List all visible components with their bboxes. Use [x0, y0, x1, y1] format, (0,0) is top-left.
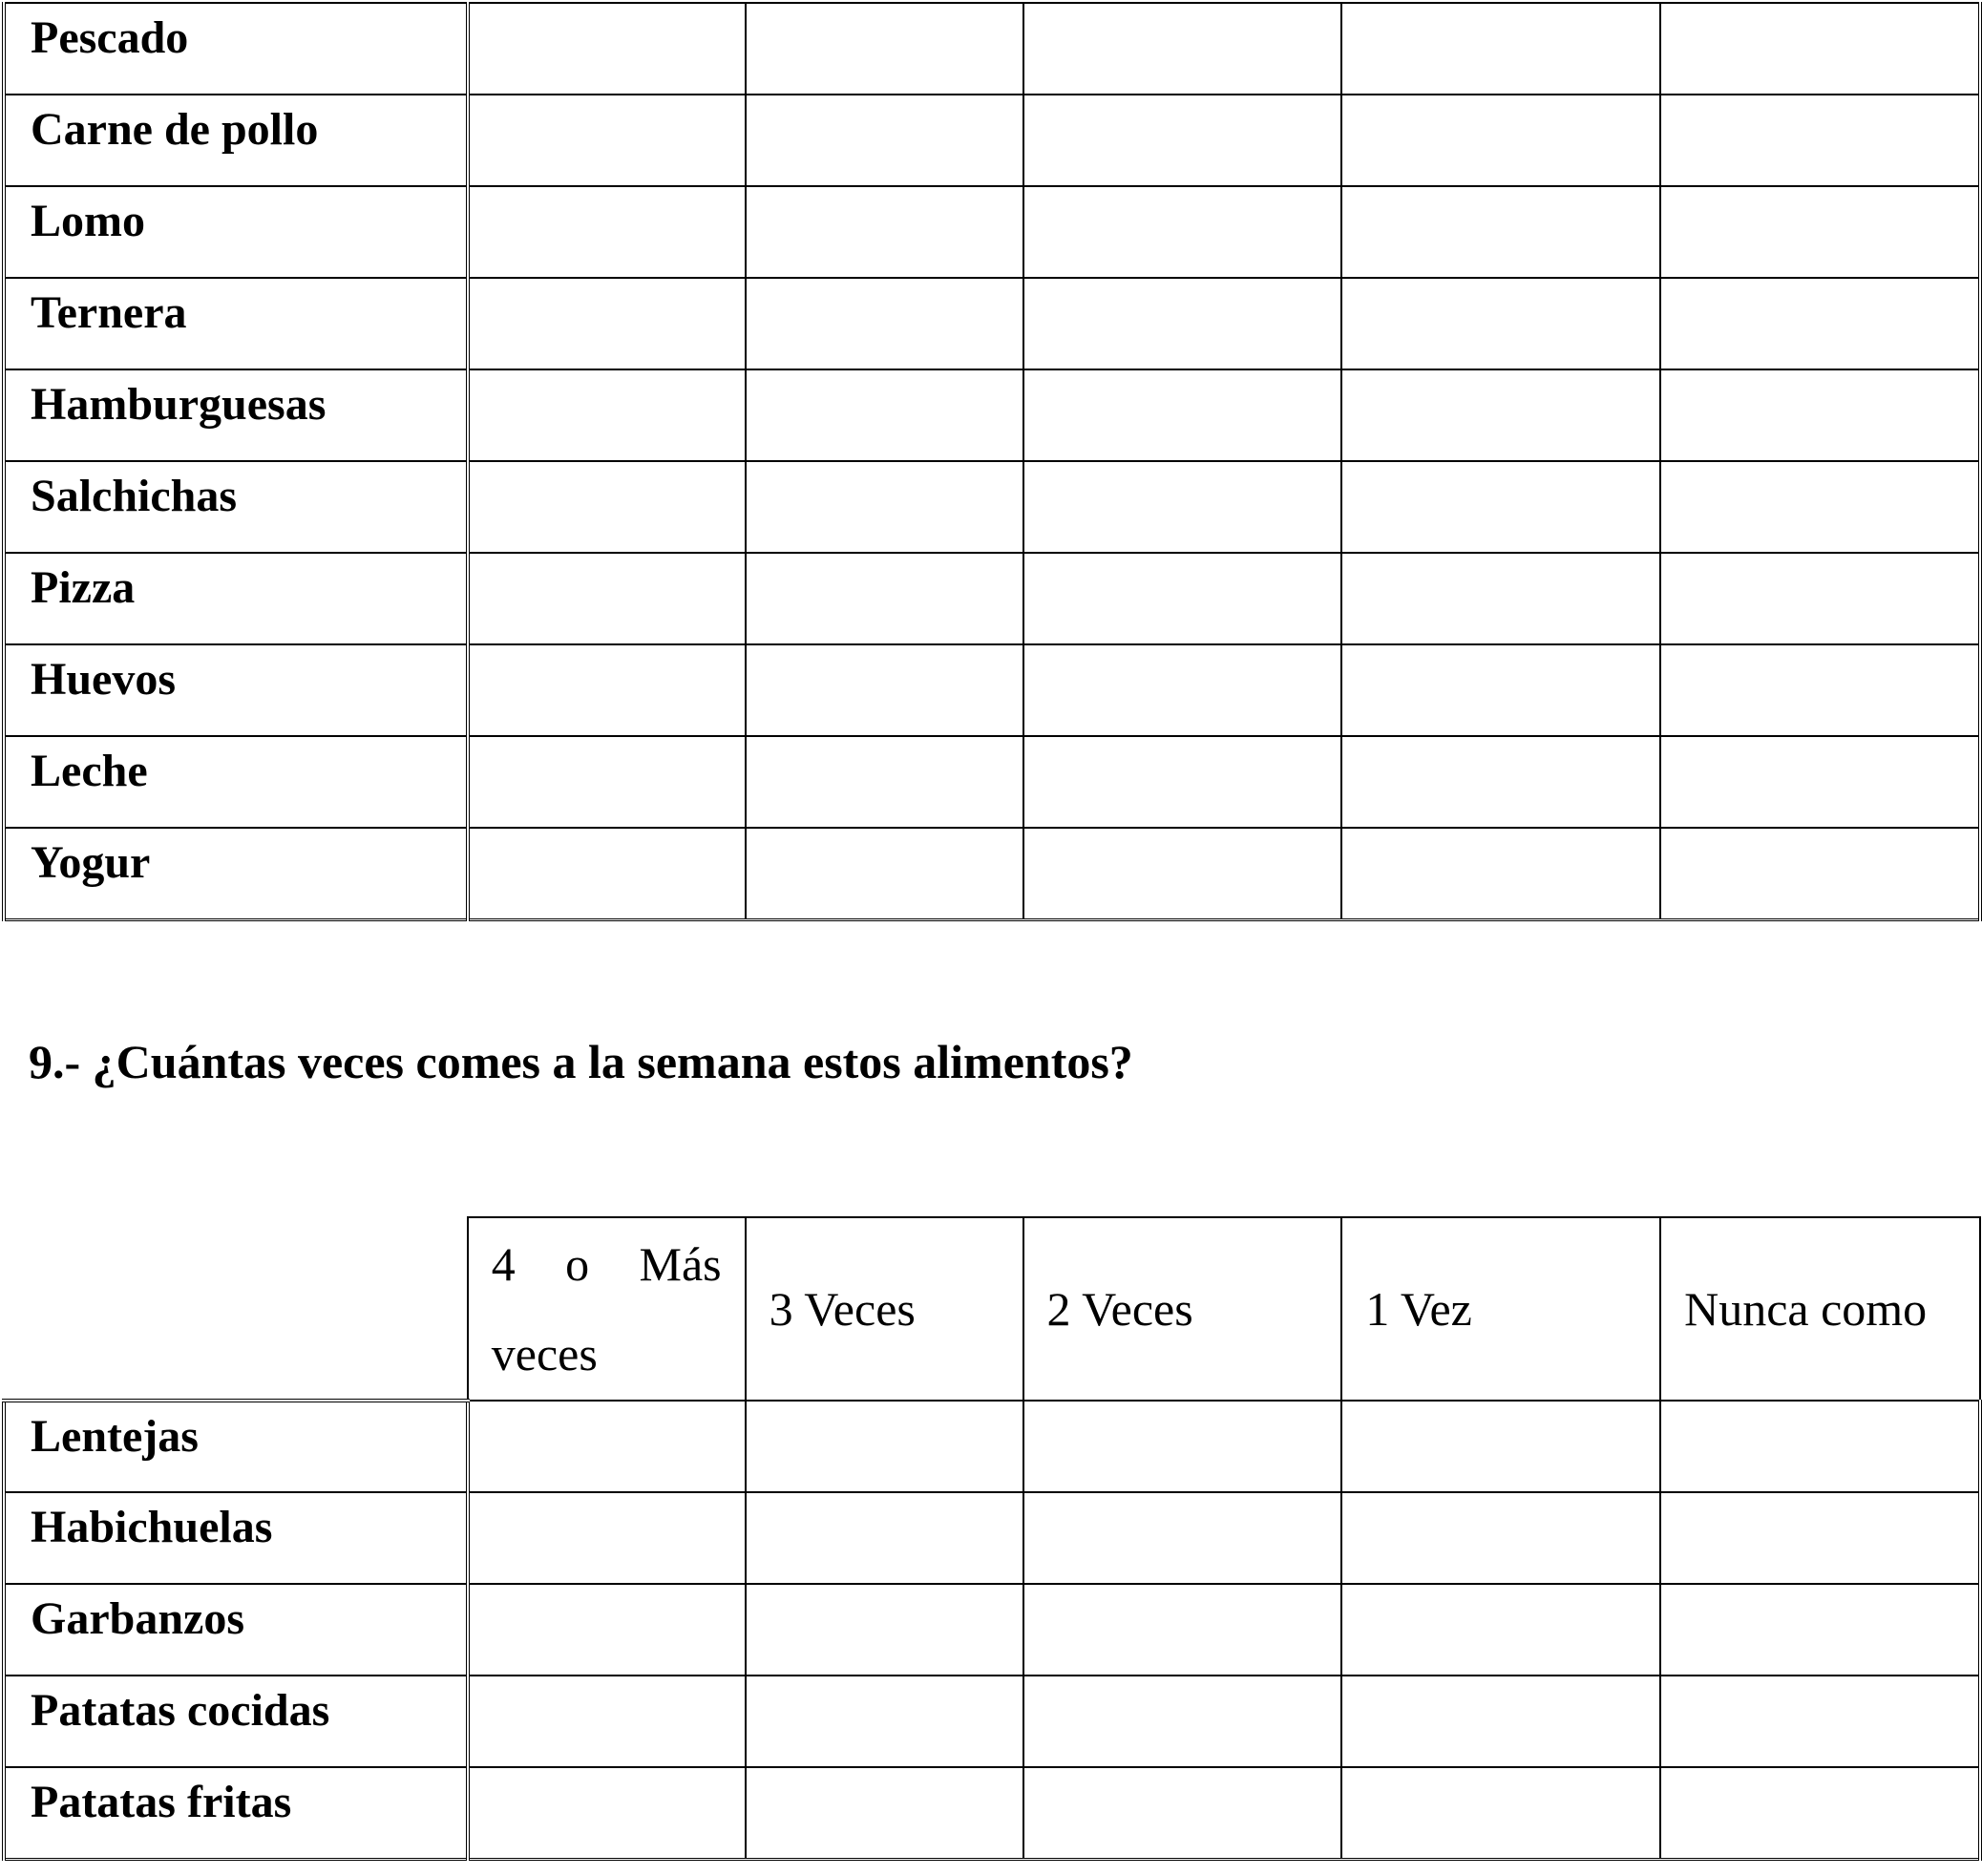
- header-row: [4, 1217, 1980, 1401]
- answer-cell[interactable]: [468, 369, 746, 461]
- answer-cell[interactable]: [1660, 369, 1980, 461]
- answer-cell[interactable]: [468, 828, 746, 920]
- answer-cell[interactable]: [468, 1676, 746, 1767]
- answer-cell[interactable]: [1023, 278, 1342, 369]
- answer-cell[interactable]: [1023, 1767, 1342, 1860]
- food-label: Yogur: [4, 828, 468, 920]
- answer-cell[interactable]: [1341, 553, 1660, 644]
- table-row: [4, 1584, 1980, 1676]
- food-label: Pizza: [4, 553, 468, 644]
- food-label: Patatas fritas: [4, 1767, 468, 1860]
- answer-cell[interactable]: [468, 1492, 746, 1584]
- table-row: [4, 1767, 1980, 1860]
- answer-cell[interactable]: [1660, 186, 1980, 278]
- table-row: [4, 1401, 1980, 1492]
- answer-cell[interactable]: [1660, 1767, 1980, 1860]
- table-row: [4, 1676, 1980, 1767]
- answer-cell[interactable]: [1341, 95, 1660, 186]
- food-label: Garbanzos: [4, 1584, 468, 1676]
- header-4-or-more: 4 o Más veces: [468, 1217, 746, 1401]
- food-label: Ternera: [4, 278, 468, 369]
- answer-cell[interactable]: [468, 1584, 746, 1676]
- answer-cell[interactable]: [1023, 736, 1342, 828]
- answer-cell[interactable]: [1023, 369, 1342, 461]
- food-label: Patatas cocidas: [4, 1676, 468, 1767]
- food-label: Huevos: [4, 644, 468, 736]
- answer-cell[interactable]: [1023, 461, 1342, 553]
- answer-cell[interactable]: [1341, 644, 1660, 736]
- answer-cell[interactable]: [468, 1401, 746, 1492]
- answer-cell[interactable]: [1660, 553, 1980, 644]
- food-label: Habichuelas: [4, 1492, 468, 1584]
- answer-cell[interactable]: [1660, 1492, 1980, 1584]
- answer-cell[interactable]: [1023, 1584, 1342, 1676]
- answer-cell[interactable]: [1660, 736, 1980, 828]
- header-corner: [4, 1217, 468, 1401]
- answer-cell[interactable]: [468, 278, 746, 369]
- table-row: [4, 553, 1980, 644]
- answer-cell[interactable]: [468, 1767, 746, 1860]
- food-label: Salchichas: [4, 461, 468, 553]
- answer-cell[interactable]: [746, 1676, 1023, 1767]
- answer-cell[interactable]: [468, 461, 746, 553]
- table-row: [4, 461, 1980, 553]
- food-label: Pescado: [4, 3, 468, 95]
- answer-cell[interactable]: [1023, 553, 1342, 644]
- table-row: [4, 278, 1980, 369]
- answer-cell[interactable]: [1341, 1676, 1660, 1767]
- answer-cell[interactable]: [468, 95, 746, 186]
- answer-cell[interactable]: [468, 644, 746, 736]
- answer-cell[interactable]: [1341, 736, 1660, 828]
- answer-cell[interactable]: [1660, 95, 1980, 186]
- answer-cell[interactable]: [746, 736, 1023, 828]
- answer-cell[interactable]: [746, 95, 1023, 186]
- answer-cell[interactable]: [746, 278, 1023, 369]
- answer-cell[interactable]: [1341, 278, 1660, 369]
- answer-cell[interactable]: [468, 3, 746, 95]
- header-2-times: 2 Veces: [1023, 1217, 1342, 1401]
- food-label: Carne de pollo: [4, 95, 468, 186]
- header-never: Nunca como: [1660, 1217, 1980, 1401]
- answer-cell[interactable]: [1660, 644, 1980, 736]
- header-1-time: 1 Vez: [1341, 1217, 1660, 1401]
- answer-cell[interactable]: [1341, 461, 1660, 553]
- answer-cell[interactable]: [746, 828, 1023, 920]
- header-3-times: 3 Veces: [746, 1217, 1023, 1401]
- answer-cell[interactable]: [1023, 828, 1342, 920]
- answer-cell[interactable]: [1341, 1401, 1660, 1492]
- food-label: Leche: [4, 736, 468, 828]
- answer-cell[interactable]: [1023, 95, 1342, 186]
- answer-cell[interactable]: [746, 644, 1023, 736]
- answer-cell[interactable]: [1660, 3, 1980, 95]
- food-frequency-table-bottom: [2, 1216, 1982, 1861]
- food-label: Lomo: [4, 186, 468, 278]
- answer-cell[interactable]: [1341, 1767, 1660, 1860]
- answer-cell[interactable]: [1660, 1401, 1980, 1492]
- answer-cell[interactable]: [1660, 1676, 1980, 1767]
- table-row: [4, 644, 1980, 736]
- answer-cell[interactable]: [1660, 828, 1980, 920]
- answer-cell[interactable]: [1023, 1401, 1342, 1492]
- answer-cell[interactable]: [746, 1584, 1023, 1676]
- question-title: 9.- ¿Cuántas veces comes a la semana estos alimentos?: [29, 1035, 1133, 1088]
- answer-cell[interactable]: [1023, 3, 1342, 95]
- answer-cell[interactable]: [1023, 644, 1342, 736]
- answer-cell[interactable]: [746, 1767, 1023, 1860]
- answer-cell[interactable]: [468, 553, 746, 644]
- answer-cell[interactable]: [746, 1401, 1023, 1492]
- table-row: [4, 736, 1980, 828]
- table-row: [4, 369, 1980, 461]
- answer-cell[interactable]: [1341, 3, 1660, 95]
- food-label: Lentejas: [4, 1401, 468, 1492]
- answer-cell[interactable]: [1023, 1676, 1342, 1767]
- table-row: [4, 828, 1980, 920]
- answer-cell[interactable]: [1023, 186, 1342, 278]
- answer-cell[interactable]: [1341, 186, 1660, 278]
- answer-cell[interactable]: [468, 186, 746, 278]
- answer-cell[interactable]: [468, 736, 746, 828]
- table-row: [4, 3, 1980, 95]
- table-row: [4, 186, 1980, 278]
- answer-cell[interactable]: [1660, 461, 1980, 553]
- answer-cell[interactable]: [1023, 1492, 1342, 1584]
- answer-cell[interactable]: [1341, 1584, 1660, 1676]
- food-frequency-table-top: [2, 2, 1982, 921]
- answer-cell[interactable]: [1660, 278, 1980, 369]
- table-row: [4, 1492, 1980, 1584]
- answer-cell[interactable]: [746, 186, 1023, 278]
- table-row: [4, 95, 1980, 186]
- answer-cell[interactable]: [746, 553, 1023, 644]
- answer-cell[interactable]: [1341, 828, 1660, 920]
- answer-cell[interactable]: [746, 3, 1023, 95]
- answer-cell[interactable]: [746, 1492, 1023, 1584]
- food-label: Hamburguesas: [4, 369, 468, 461]
- answer-cell[interactable]: [1341, 369, 1660, 461]
- answer-cell[interactable]: [1660, 1584, 1980, 1676]
- answer-cell[interactable]: [1341, 1492, 1660, 1584]
- answer-cell[interactable]: [746, 461, 1023, 553]
- answer-cell[interactable]: [746, 369, 1023, 461]
